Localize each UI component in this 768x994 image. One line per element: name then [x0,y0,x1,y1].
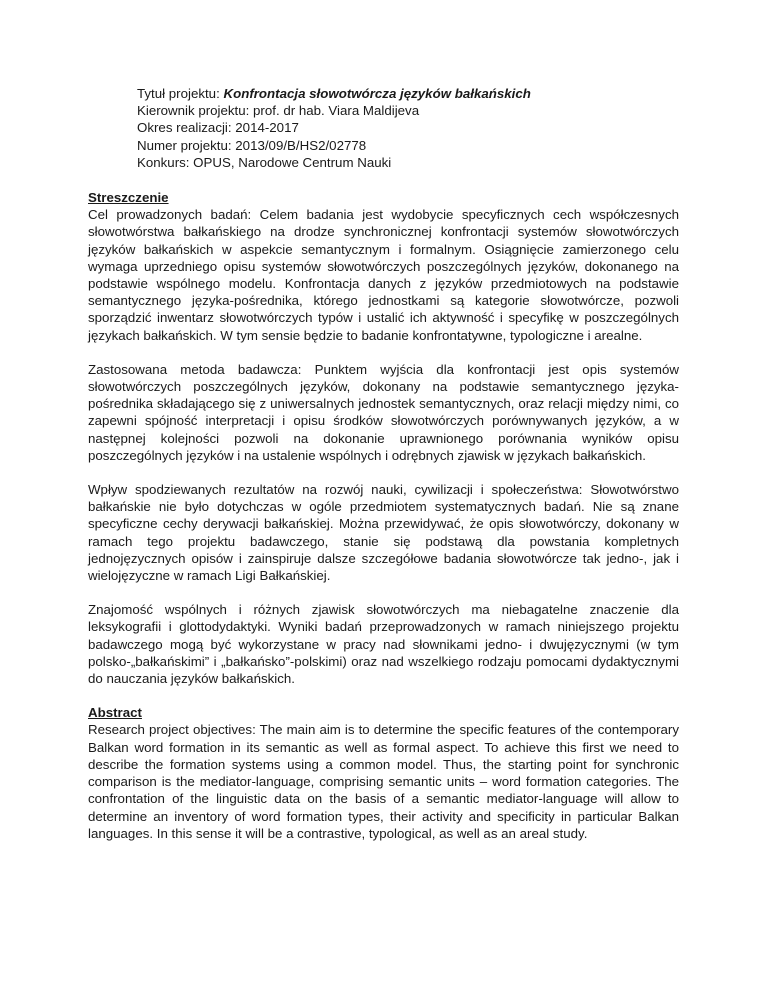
project-manager: Kierownik projektu: prof. dr hab. Viara Maldijeva [137,103,420,119]
streszczenie-heading: Streszczenie [88,190,169,205]
project-title-label: Tytuł projektu: [137,86,224,101]
abstract-heading: Abstract [88,705,142,721]
streszczenie-paragraph-3: Wpływ spodziewanych rezultatów na rozwój nauki, cywilizacji i społeczeństwa: Słowotwórstwo bałkańskie nie było dotychczas w ogóle przedmiotem systematycznych badań. Nie są znane specyficzne cechy derywacji bałkańskiej. Można przewidywać, że opis słowotwórczy, dokonany w ramach tego projektu badawczego, stanie się podstawą dla powstania kompletnych jednojęzycznych opisów i zainspiruje dalsze szczegółowe badania słowotwórcze tak jedno-, jak i wielojęzyczne w ramach Ligi Bałkańskiej. [88,482,679,584]
project-title-line [137,85,697,102]
project-competition: Konkurs: OPUS, Narodowe Centrum Nauki [137,154,392,170]
streszczenie-paragraph-2: Zastosowana metoda badawcza: Punktem wyjścia dla konfrontacji jest opis systemów słowotwórczych poszczególnych języków, dokonany na podstawie semantycznego języka-pośrednika składającego się z uniwersalnych jednostek semantycznych, oraz relacji między nimi, co zapewni spójność interpretacji i opisu środków słowotwórczych porównywanych języków, a w następnej kolejności pozwoli na dokonanie uprawnionego porównania wyników opisu poszczególnych języków i na ustalenie wspólnych i odrębnych zjawisk w językach bałkańskich. [88,361,679,463]
project-header [137,85,697,171]
project-number: Numer projektu: 2013/09/B/HS2/02778 [137,137,367,153]
streszczenie-paragraph-1: Cel prowadzonych badań: Celem badania jest wydobycie specyficznych cech współczesnych słowotwórstwa bałkańskiego na drodze synchronicznej konfrontacji systemów słowotwórczych języków bałkańskich w aspekcie semantycznym i formalnym. Osiągnięcie zamierzonego celu wymaga uprzedniego opisu systemów słowotwórczych poszczególnych języków, dokonanego na podstawie wspólnego modelu. Konfrontacja danych z języków przedmiotowych na podstawie semantycznego języka-pośrednika, którego jednostkami są kategorie słowotwórcze, pozwoli sporządzić inwentarz słowotwórczych typów i ustalić ich aktywność i specyfikę w poszczególnych językach bałkańskich. W tym sensie będzie to badanie konfrontatywne, typologiczne i arealne. [88,207,679,343]
project-title: Konfrontacja słowotwórcza języków bałkańskich [223,86,531,101]
document-body [88,189,679,842]
abstract-paragraph-1: Research project objectives: The main aim is to determine the specific features of the contemporary Balkan word formation in its semantic as well as formal aspect. To achieve this first we need to describe the formation systems using a common model. Thus, the starting point for synchronic comparison is the mediator-language, comprising semantic units – word formation categories. The confrontation of the linguistic data on the basis of a semantic mediator-language will allow to determine an inventory of word formation types, their activity and specificity in particular Balkan languages. In this sense it will be a contrastive, typological, as well as an areal study. [88,722,679,841]
project-period: Okres realizacji: 2014-2017 [137,120,299,136]
streszczenie-paragraph-4: Znajomość wspólnych i różnych zjawisk słowotwórczych ma niebagatelne znaczenie dla leksykografii i glottodydaktyki. Wyniki badań przeprowadzonych w ramach niniejszego projektu badawczego mogą być wykorzystane w pracy nad słownikami jedno- i dwujęzycznymi (w tym polsko-„bałkańskimi” i „bałkańsko”-polskimi) oraz nad wszelkiego rodzaju pomocami dydaktycznymi do nauczania języków bałkańskich. [88,602,679,687]
